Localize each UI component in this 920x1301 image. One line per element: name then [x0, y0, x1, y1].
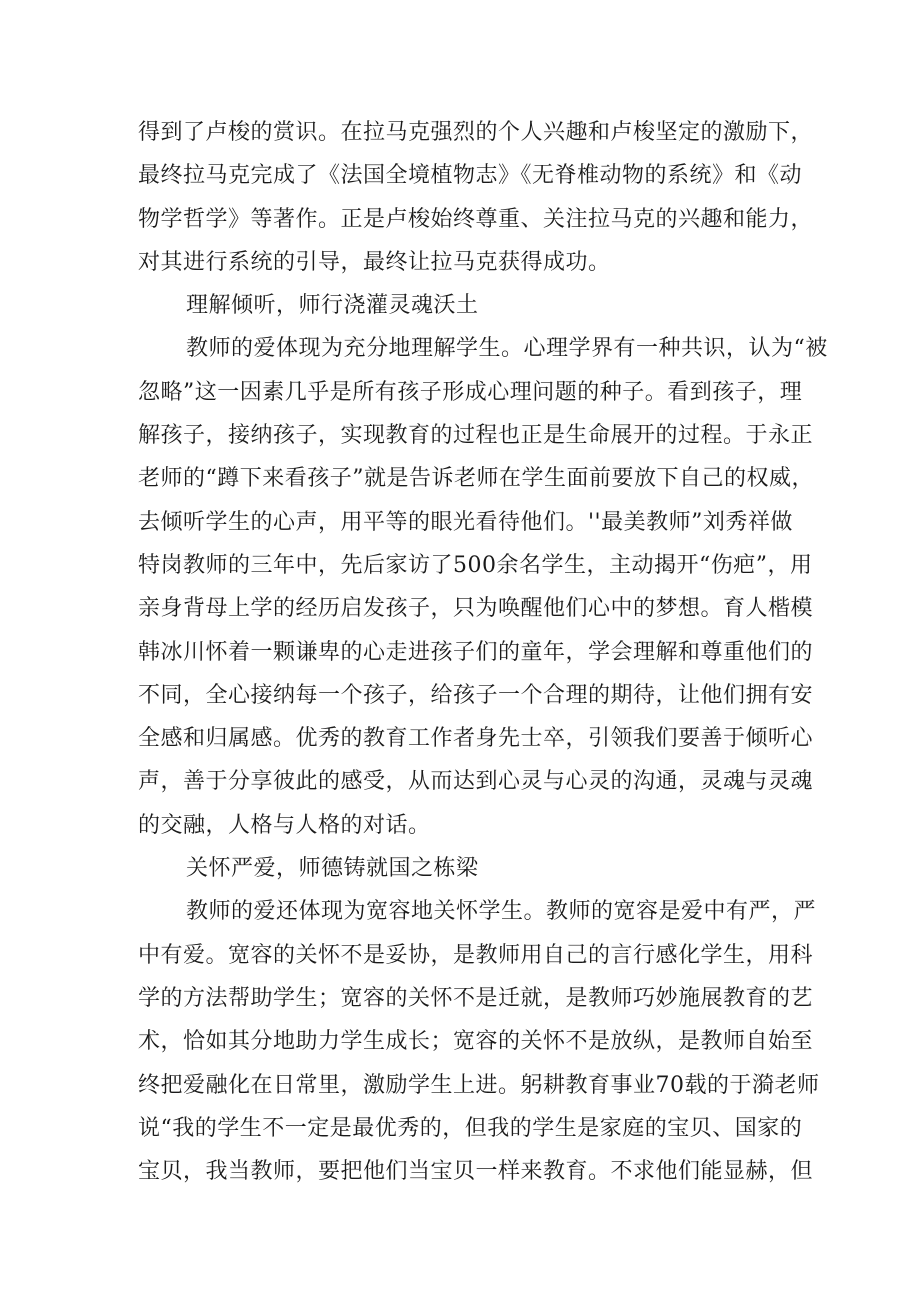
text-line: 声，善于分享彼此的感受，从而达到心灵与心灵的沟通，灵魂与灵魂: [138, 769, 814, 795]
text-line: 学的方法帮助学生；宽容的关怀不是迁就，是教师巧妙施展教育的艺: [138, 985, 814, 1011]
text-line: 说“我的学生不一定是最优秀的，但我的学生是家庭的宝贝、国家的: [138, 1115, 803, 1141]
text-line: 不同，全心接纳每一个孩子，给孩子一个合理的期待，让他们拥有安: [138, 682, 814, 708]
text-line: 老师的“蹲下来看孩子”就是告诉老师在学生面前要放下自己的权威，: [138, 466, 814, 492]
text-line: 全感和归属感。优秀的教育工作者身先士卒，引领我们要善于倾听心: [138, 726, 814, 752]
text-line: 的交融，人格与人格的对话。: [138, 812, 431, 838]
text-line: 中有爱。宽容的关怀不是妥协，是教师用自己的言行感化学生，用科: [138, 942, 814, 968]
text-line: 最终拉马克完成了《法国全境植物志》《无脊椎动物的系统》和《动: [138, 163, 803, 189]
section-heading: 关怀严爱，师德铸就国之栋梁: [186, 856, 479, 882]
text-line: 宝贝，我当教师，要把他们当宝贝一样来教育。不求他们能显赫，但: [138, 1159, 814, 1185]
text-line: 去倾听学生的心声，用平等的眼光看待他们。''最美教师”刘秀祥做: [138, 509, 793, 535]
text-line: 对其进行系统的引导，最终让拉马克获得成功。: [138, 249, 611, 275]
section-heading: 理解倾听，师行浇灌灵魂沃土: [186, 293, 479, 319]
text-line: 解孩子，接纳孩子，实现教育的过程也正是生命展开的过程。于永正: [138, 423, 814, 449]
text-line: 物学哲学》等著作。正是卢梭始终尊重、关注拉马克的兴趣和能力，: [138, 206, 814, 232]
text-line: 忽略”这一因素几乎是所有孩子形成心理问题的种子。看到孩子，理: [138, 379, 803, 405]
text-line: 特岗教师的三年中，先后家访了500余名学生，主动揭开“伤疤”，用: [138, 552, 813, 578]
text-line: 得到了卢梭的赏识。在拉马克强烈的个人兴趣和卢梭坚定的激励下，: [138, 120, 814, 145]
text-line: 韩冰川怀着一颗谦卑的心走进孩子们的童年，学会理解和尊重他们的: [138, 639, 814, 665]
text-line: 教师的爱体现为充分地理解学生。心理学界有一种共识，认为“被: [186, 336, 828, 362]
text-line: 亲身背母上学的经历启发孩子，只为唤醒他们心中的梦想。育人楷模: [138, 596, 814, 622]
text-line: 教师的爱还体现为宽容地关怀学生。教师的宽容是爱中有严，严: [186, 899, 817, 925]
text-line: 术，恰如其分地助力学生成长；宽容的关怀不是放纵，是教师自始至: [138, 1029, 814, 1055]
text-line: 终把爱融化在日常里，激励学生上进。躬耕教育事业70载的于漪老师: [138, 1072, 820, 1098]
document-body: [138, 111, 828, 1193]
